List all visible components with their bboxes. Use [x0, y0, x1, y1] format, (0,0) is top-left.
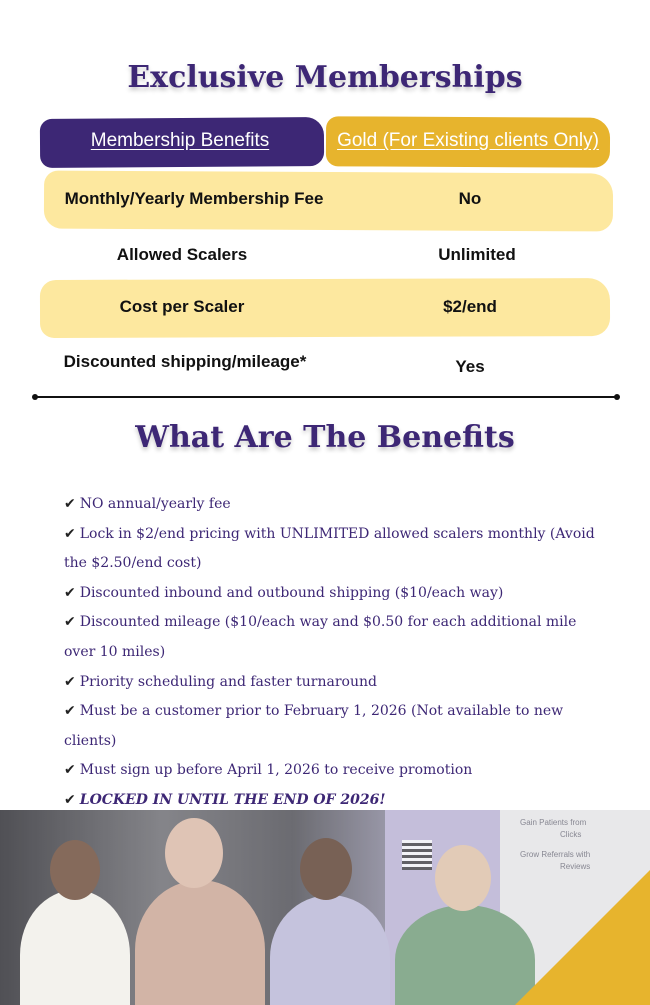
check-icon: ✔: [64, 584, 76, 601]
benefit-item: ✔ Must sign up before April 1, 2026 to receive promotion: [64, 762, 473, 779]
check-icon: ✔: [64, 673, 76, 690]
benefit-item: ✔ Discounted inbound and outbound shipping ($10/each way): [64, 584, 504, 601]
panel-line: Reviews: [560, 862, 591, 871]
row-value-allowed-scalers: Unlimited: [438, 245, 516, 264]
row-label-membership-fee: Monthly/Yearly Membership Fee: [64, 189, 324, 208]
check-icon: ✔: [64, 791, 76, 808]
header-membership-benefits[interactable]: Membership Benefits: [90, 130, 270, 151]
benefit-item: ✔ Priority scheduling and faster turnaround: [64, 673, 377, 690]
section-divider: [34, 396, 618, 398]
row-value-cost-per-scaler: $2/end: [443, 297, 497, 316]
row-label-cost-per-scaler: Cost per Scaler: [119, 297, 245, 316]
panel-line: Clicks: [560, 830, 582, 839]
benefits-title: What Are The Benefits: [135, 420, 515, 455]
panel-line: Grow Referrals with: [520, 850, 591, 859]
team-photo: [0, 810, 650, 1005]
check-icon: ✔: [64, 762, 76, 779]
benefits-list: [64, 490, 604, 816]
row-label-discounted-shipping: Discounted shipping/mileage*: [63, 352, 307, 371]
memberships-title: Exclusive Memberships: [127, 60, 523, 95]
gold-corner-accent: [515, 870, 650, 1005]
check-icon: ✔: [64, 703, 76, 720]
benefit-item: ✔ Discounted mileage ($10/each way and $0.50 for each additional mile over 10 miles): [64, 614, 577, 660]
check-icon: ✔: [64, 525, 76, 542]
benefit-item: ✔ Lock in $2/end pricing with UNLIMITED allowed scalers monthly (Avoid the $2.50/end cost): [64, 525, 595, 572]
row-value-membership-fee: No: [458, 189, 482, 208]
benefit-item-locked-in: ✔ LOCKED IN UNTIL THE END OF 2026!: [64, 791, 386, 808]
benefit-item: ✔ NO annual/yearly fee: [64, 496, 231, 512]
header-gold-existing-clients[interactable]: Gold (For Existing clients Only): [337, 130, 599, 151]
row-label-allowed-scalers: Allowed Scalers: [116, 245, 248, 264]
row-value-discounted-shipping: Yes: [455, 357, 485, 376]
benefit-item: ✔ Must be a customer prior to February 1, 2026 (Not available to new clients): [64, 703, 564, 749]
check-icon: ✔: [64, 614, 76, 631]
check-icon: ✔: [64, 496, 76, 512]
panel-line: Gain Patients from: [520, 818, 587, 827]
